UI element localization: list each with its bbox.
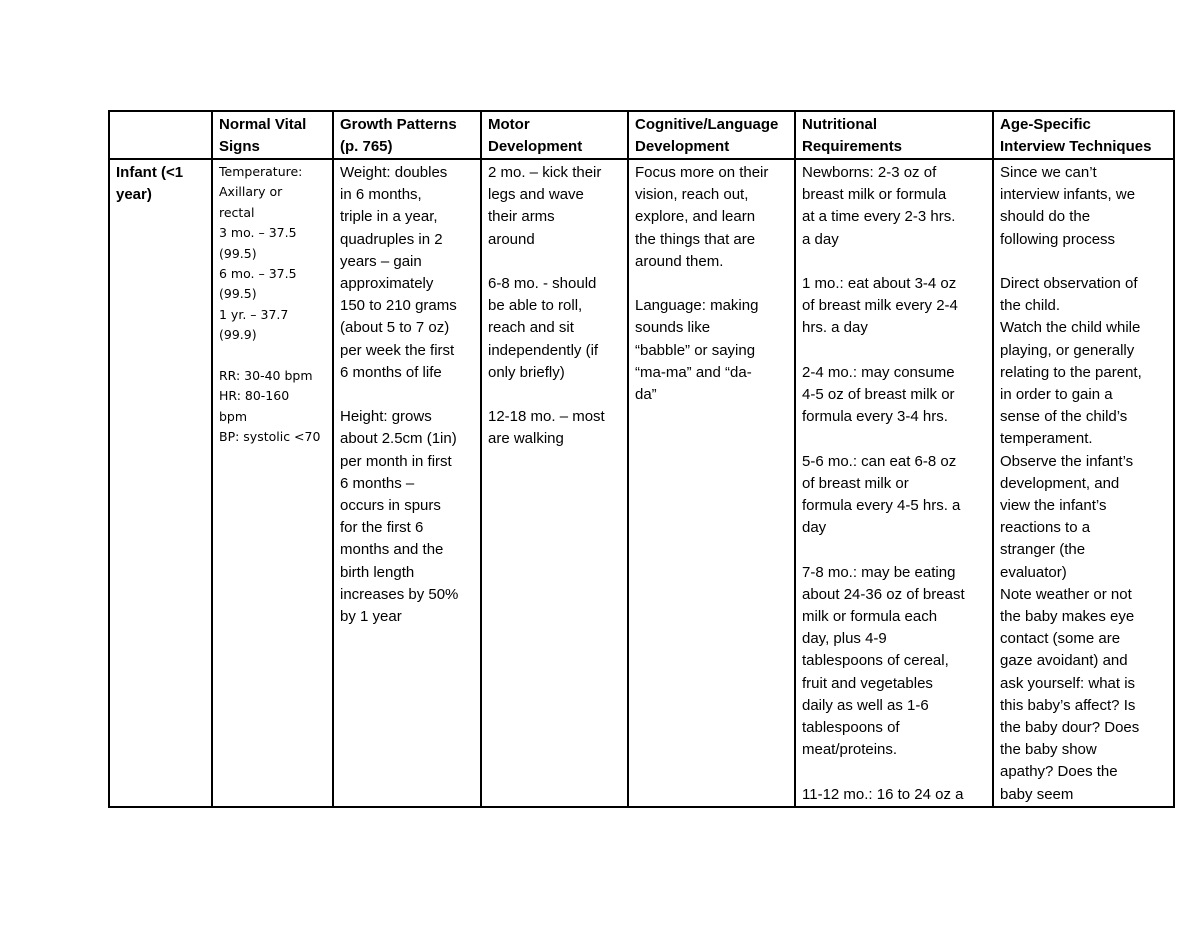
cell-text-line: ask yourself: what is	[1000, 674, 1136, 692]
cell-text-line: Since we can’t	[1000, 164, 1097, 181]
cell-text-line: birth length	[340, 563, 415, 581]
header-text: (p. 765)	[340, 138, 393, 155]
cell-text-line: increases by 50%	[340, 585, 459, 603]
cell-text-line: “babble” or saying	[635, 341, 756, 359]
cell-text-line: Height: grows	[340, 408, 432, 426]
cell-text-line: Newborns: 2-3 oz of	[802, 164, 937, 181]
cell-text-line: sounds like	[635, 319, 711, 337]
line-spacer	[488, 384, 623, 406]
cell-text-line: 5-6 mo.: can eat 6-8 oz	[802, 452, 957, 470]
header-cell-motor-development	[481, 111, 628, 159]
cell-text-line: 6 mo. – 37.5	[219, 266, 297, 282]
cell-text-line: 2 mo. – kick their	[488, 164, 602, 181]
cell-text-line: approximately	[340, 275, 434, 293]
header-cell-nutritional-requirements	[795, 111, 993, 159]
header-text: Motor	[488, 116, 530, 133]
header-text: Development	[488, 138, 583, 155]
line-spacer	[340, 384, 476, 406]
cell-text-line: playing, or generally	[1000, 341, 1135, 359]
cell-text-line: following process	[1000, 230, 1116, 248]
cell-text-line: milk or formula each	[802, 608, 938, 625]
header-cell-corner	[109, 111, 212, 159]
header-cell-vital-signs	[212, 111, 333, 159]
cell-text-line: 1 yr. – 37.7	[219, 306, 289, 322]
header-text: Cognitive/Language	[635, 116, 779, 133]
cell-text-line: breast milk or formula	[802, 186, 947, 204]
cell-text-line: Observe the infant’s	[1000, 452, 1134, 470]
row-label-text: year)	[116, 186, 152, 204]
cell-text-line: fruit and vegetables	[802, 674, 933, 692]
cell-text-line: sense of the child’s	[1000, 408, 1128, 426]
cell-text-line: be able to roll,	[488, 297, 583, 315]
line-spacer	[1000, 251, 1169, 273]
cell-text-line: explore, and learn	[635, 208, 756, 226]
cell-text-line: apathy? Does the	[1000, 763, 1118, 781]
line-spacer	[219, 346, 328, 366]
cell-text-line: day	[802, 519, 827, 537]
cell-text-line: the baby makes eye	[1000, 608, 1135, 626]
cell-text-line: 150 to 210 grams	[340, 297, 457, 315]
line-spacer	[802, 428, 988, 450]
cell-text-line: occurs in spurs	[340, 497, 441, 515]
cell-text-line: 2-4 mo.: may consume	[802, 363, 955, 381]
header-text: Normal Vital	[219, 116, 307, 133]
cell-text-line: meat/proteins.	[802, 741, 898, 759]
cell-text-line: by 1 year	[340, 608, 402, 626]
table-row-infant	[109, 159, 1174, 807]
cell-text-line: RR: 30-40 bpm	[219, 368, 313, 384]
cell-text-line: the baby dour? Does	[1000, 719, 1140, 737]
cell-text-line: “ma-ma” and “da-	[635, 363, 752, 381]
cell-text-line: Watch the child while	[1000, 319, 1141, 337]
cell-text-line: around	[488, 230, 535, 248]
cell-text-line: rectal	[219, 204, 255, 220]
header-text: Growth Patterns	[340, 116, 457, 133]
header-text: Development	[635, 138, 730, 155]
cell-text-line: at a time every 2-3 hrs.	[802, 208, 956, 226]
header-cell-interview-techniques	[993, 111, 1174, 159]
cell-text-line: legs and wave	[488, 186, 584, 204]
header-cell-growth-patterns	[333, 111, 481, 159]
cell-text-line: triple in a year,	[340, 208, 438, 226]
row-label-text: Infant (<1	[116, 164, 184, 181]
cell-text-line: (99.5)	[219, 245, 257, 261]
cell-text-line: 11-12 mo.: 16 to 24 oz a	[802, 785, 964, 803]
cell-text-line: tablespoons of cereal,	[802, 652, 949, 670]
cell-text-line: Temperature:	[219, 164, 303, 179]
line-spacer	[802, 539, 988, 561]
cell-text-line: 4-5 oz of breast milk or	[802, 386, 955, 403]
cell-text-line: independently (if	[488, 341, 599, 359]
line-spacer	[488, 251, 623, 273]
cell-text-line: 6-8 mo. - should	[488, 275, 597, 292]
cell-text-line: baby seem	[1000, 785, 1074, 803]
cell-text-line: (99.5)	[219, 286, 257, 302]
motor-development-cell	[481, 159, 628, 807]
cell-text-line: 7-8 mo.: may be eating	[802, 563, 956, 581]
cognitive-language-cell	[628, 159, 795, 807]
cell-text-line: about 24-36 oz of breast	[802, 585, 965, 603]
cell-text-line: view the infant’s	[1000, 497, 1107, 515]
header-text: Age-Specific	[1000, 116, 1091, 133]
cell-text-line: Note weather or not	[1000, 585, 1132, 603]
cell-text-line: the things that are	[635, 230, 756, 248]
cell-text-line: Weight: doubles	[340, 164, 448, 181]
cell-text-line: of breast milk every 2-4	[802, 297, 958, 315]
row-label-cell	[109, 159, 212, 807]
cell-text-line: day, plus 4-9	[802, 630, 887, 648]
cell-text-line: months and the	[340, 541, 444, 559]
cell-text-line: development, and	[1000, 474, 1120, 492]
cell-text-line: a day	[802, 230, 839, 248]
cell-text-line: the baby show	[1000, 741, 1097, 759]
header-text: Nutritional	[802, 116, 877, 133]
cell-text-line: this baby’s affect? Is	[1000, 696, 1136, 714]
cell-text-line: bpm	[219, 408, 248, 424]
cell-text-line: 1 mo.: eat about 3-4 oz	[802, 275, 957, 292]
cell-text-line: in 6 months,	[340, 186, 422, 204]
cell-text-line: BP: systolic <70	[219, 429, 321, 445]
cell-text-line: gaze avoidant) and	[1000, 652, 1128, 670]
interview-techniques-cell	[993, 159, 1174, 807]
cell-text-line: relating to the parent,	[1000, 363, 1142, 381]
cell-text-line: Language: making	[635, 297, 759, 315]
cell-text-line: for the first 6	[340, 519, 424, 537]
cell-text-line: reactions to a	[1000, 519, 1091, 537]
cell-text-line: the child.	[1000, 297, 1061, 315]
cell-text-line: per week the first	[340, 341, 455, 359]
header-cell-cognitive-language	[628, 111, 795, 159]
cell-text-line: years – gain	[340, 252, 422, 270]
cell-text-line: temperament.	[1000, 430, 1093, 448]
header-text: Interview Techniques	[1000, 138, 1152, 155]
cell-text-line: around them.	[635, 252, 724, 270]
cell-text-line: 6 months of life	[340, 363, 442, 381]
cell-text-line: in order to gain a	[1000, 386, 1113, 404]
cell-text-line: of breast milk or	[802, 474, 909, 492]
cell-text-line: interview infants, we	[1000, 186, 1136, 204]
cell-text-line: Direct observation of	[1000, 275, 1138, 292]
cell-text-line: 6 months –	[340, 474, 415, 492]
cell-text-line: formula every 4-5 hrs. a	[802, 497, 961, 514]
cell-text-line: hrs. a day	[802, 319, 868, 337]
cell-text-line: contact (some are	[1000, 630, 1121, 648]
cell-text-line: HR: 80-160	[219, 388, 290, 404]
cell-text-line: Axillary or	[219, 184, 283, 200]
cell-text-line: 12-18 mo. – most	[488, 408, 605, 426]
cell-text-line: formula every 3-4 hrs.	[802, 408, 948, 426]
cell-text-line: da”	[635, 386, 657, 404]
header-text: Signs	[219, 138, 260, 155]
line-spacer	[802, 251, 988, 273]
cell-text-line: evaluator)	[1000, 563, 1067, 581]
infant-development-table	[108, 110, 1175, 808]
nutritional-requirements-cell	[795, 159, 993, 807]
cell-text-line: per month in first	[340, 452, 452, 470]
cell-text-line: Focus more on their	[635, 164, 769, 181]
cell-text-line: (about 5 to 7 oz)	[340, 319, 450, 337]
header-text: Requirements	[802, 138, 903, 155]
vital-signs-cell	[212, 159, 333, 807]
cell-text-line: about 2.5cm (1in)	[340, 430, 457, 448]
line-spacer	[802, 340, 988, 362]
cell-text-line: tablespoons of	[802, 719, 900, 737]
cell-text-line: are walking	[488, 430, 564, 448]
line-spacer	[802, 761, 988, 783]
cell-text-line: quadruples in 2	[340, 230, 443, 248]
cell-text-line: should do the	[1000, 208, 1091, 226]
cell-text-line: stranger (the	[1000, 541, 1086, 559]
cell-text-line: daily as well as 1-6	[802, 696, 929, 714]
cell-text-line: reach and sit	[488, 319, 574, 337]
cell-text-line: vision, reach out,	[635, 186, 749, 204]
line-spacer	[635, 273, 790, 295]
table-header-row	[109, 111, 1174, 159]
cell-text-line: (99.9)	[219, 327, 257, 343]
cell-text-line: their arms	[488, 208, 555, 226]
cell-text-line: only briefly)	[488, 363, 565, 381]
growth-patterns-cell	[333, 159, 481, 807]
cell-text-line: 3 mo. – 37.5	[219, 225, 297, 241]
